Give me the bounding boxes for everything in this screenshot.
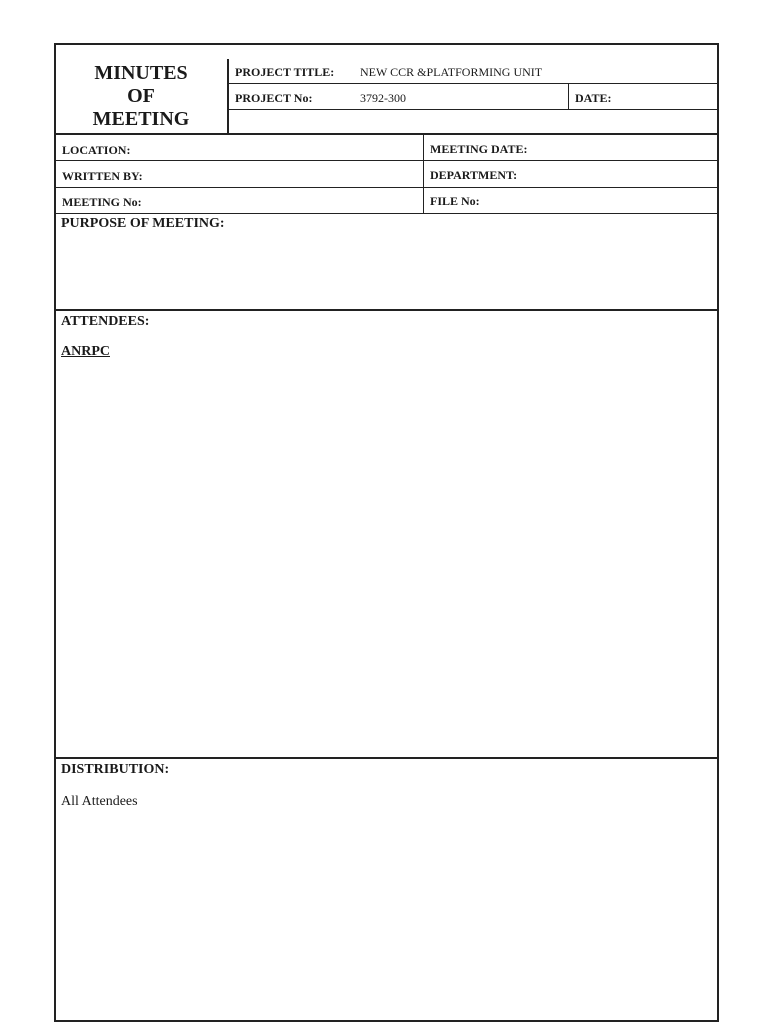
- meeting-no-label: MEETING No:: [62, 195, 142, 209]
- field-center-divider: [423, 134, 424, 214]
- file-no-label: FILE No:: [430, 194, 480, 208]
- form-border-top: [54, 43, 719, 45]
- field-row-line-1: [54, 160, 719, 161]
- date-label: DATE:: [575, 91, 612, 105]
- written-by-label: WRITTEN BY:: [62, 169, 143, 183]
- attendees-organization: ANRPC: [61, 344, 110, 359]
- distribution-value: All Attendees: [61, 794, 138, 809]
- form-title-line-3: MEETING: [92, 108, 190, 130]
- form-border-left: [54, 43, 56, 1022]
- attendees-label: ATTENDEES:: [61, 314, 150, 329]
- project-no-value: 3792-300: [360, 91, 406, 105]
- form-border-right: [717, 43, 719, 1022]
- project-title-label: PROJECT TITLE:: [235, 65, 335, 79]
- distribution-label: DISTRIBUTION:: [61, 762, 170, 777]
- title-cell-divider: [227, 59, 229, 135]
- purpose-section-bottom: [54, 309, 719, 311]
- department-label: DEPARTMENT:: [430, 168, 518, 182]
- purpose-of-meeting-label: PURPOSE OF MEETING:: [61, 216, 225, 231]
- form-title-line-2: OF: [127, 85, 155, 107]
- date-cell-divider: [568, 84, 569, 109]
- meeting-date-label: MEETING DATE:: [430, 142, 528, 156]
- field-row-line-3: [54, 213, 719, 214]
- header-row-line-1: [228, 83, 718, 84]
- form-title-line-1: MINUTES: [94, 62, 188, 84]
- project-title-value: NEW CCR &PLATFORMING UNIT: [360, 65, 543, 79]
- header-row-line-2: [228, 109, 718, 110]
- project-no-label: PROJECT No:: [235, 91, 313, 105]
- attendees-section-bottom: [54, 757, 719, 759]
- location-label: LOCATION:: [62, 143, 131, 157]
- header-bottom-line: [54, 133, 719, 135]
- field-row-line-2: [54, 187, 719, 188]
- form-border-bottom: [54, 1020, 719, 1022]
